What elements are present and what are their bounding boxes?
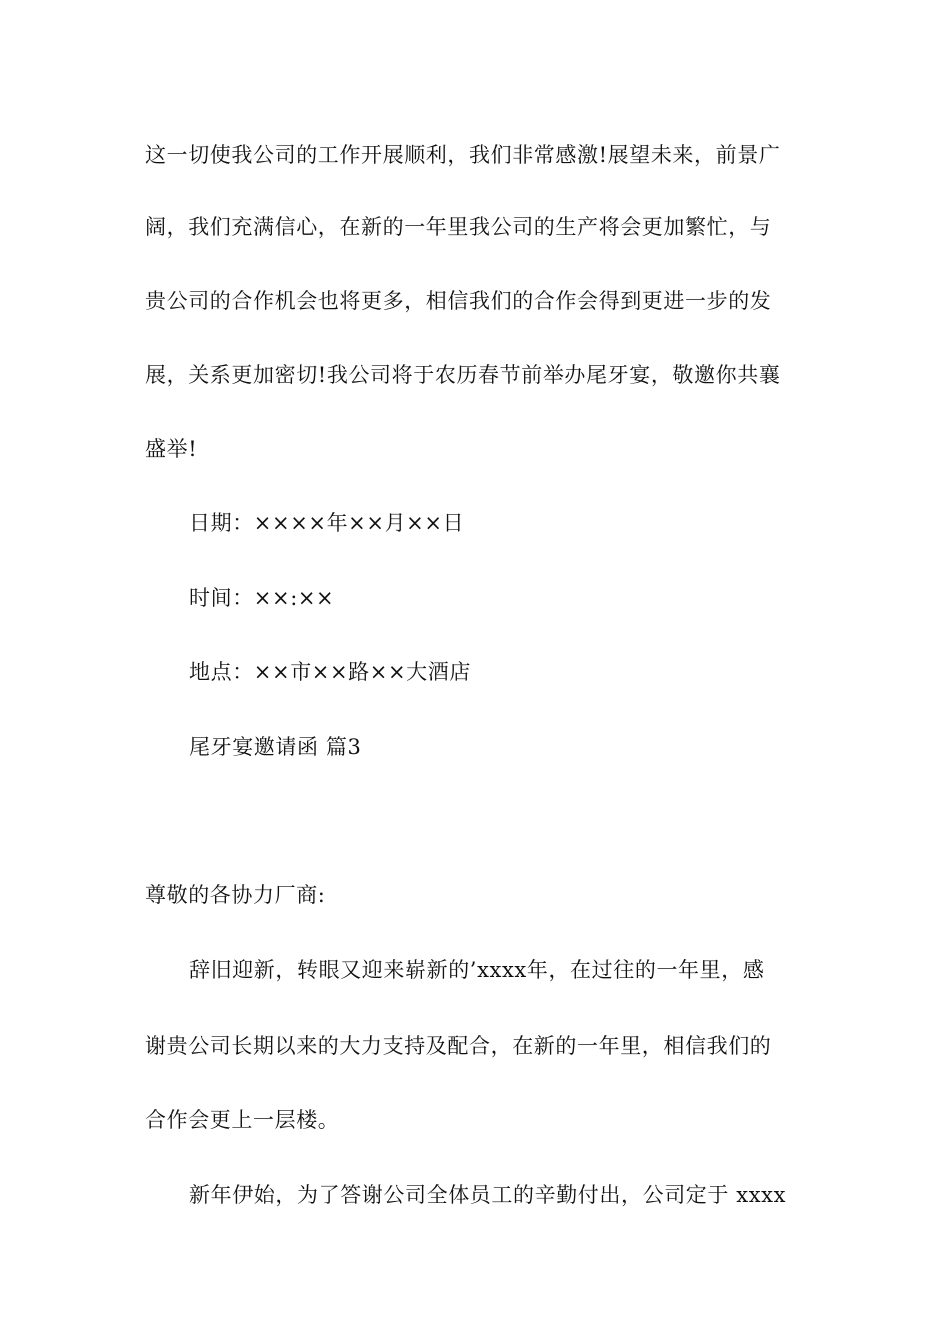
event-date: 日期：××××年××月××日	[189, 511, 465, 535]
event-time: 时间：××:××	[189, 586, 335, 610]
paragraph-line: 谢贵公司长期以来的大力支持及配合，在新的一年里，相信我们的	[145, 1034, 772, 1058]
paragraph-line: 辞旧迎新，转眼又迎来崭新的’xxxx年，在过往的一年里，感	[189, 958, 765, 982]
section-heading: 尾牙宴邀请函 篇3	[189, 735, 362, 759]
paragraph-line: 阔，我们充满信心，在新的一年里我公司的生产将会更加繁忙，与	[145, 215, 772, 239]
paragraph-line: 新年伊始，为了答谢公司全体员工的辛勤付出，公司定于 xxxx	[189, 1183, 787, 1207]
paragraph-line: 展，关系更加密切!我公司将于农历春节前举办尾牙宴，敬邀你共襄	[145, 363, 781, 387]
paragraph-line: 贵公司的合作机会也将更多，相信我们的合作会得到更进一步的发	[145, 289, 772, 313]
paragraph-line: 盛举!	[145, 437, 198, 461]
paragraph-line: 合作会更上一层楼。	[145, 1108, 340, 1132]
event-location: 地点：××市××路××大酒店	[189, 660, 471, 684]
salutation: 尊敬的各协力厂商:	[145, 883, 326, 907]
paragraph-line: 这一切使我公司的工作开展顺利，我们非常感激!展望未来，前景广	[145, 143, 781, 167]
